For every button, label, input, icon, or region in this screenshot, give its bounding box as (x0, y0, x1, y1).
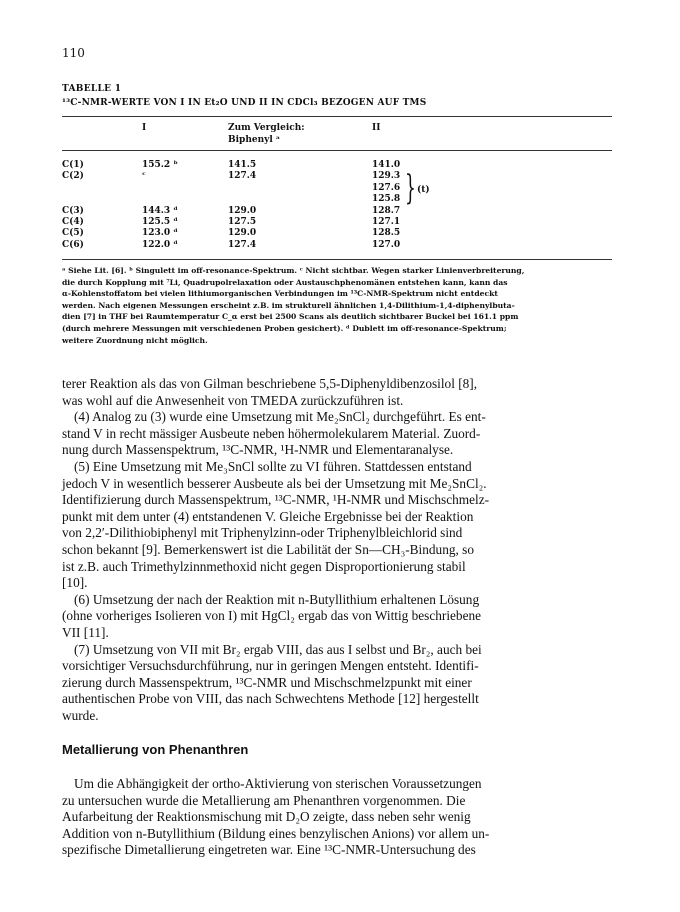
text-line: von 2,2′-Dilithiobiphenyl mit Triphenylzinn-oder Triphenylbleichlorid sind (62, 525, 463, 541)
footnote-line: α-Kohlenstoffatom bei vielen lithiumorganischen Verbindungen im ¹³C-NMR-Spektrum nicht entdeckt (62, 289, 498, 299)
text-line: [10]. (62, 575, 88, 591)
text-line: (ohne vorheriges Isolieren von I) mit HgCl₂ ergab das von Wittig beschriebene (62, 608, 482, 624)
text-line: was wohl auf die Anwesenheit von TMEDA zurückzuführen ist. (62, 392, 404, 408)
text-line: stand V in recht mässiger Ausbeute neben höhermolekularem Material. Zuord- (62, 425, 481, 441)
section-paragraph (62, 776, 618, 859)
text-line: Addition von n-Butyllithium (Bildung eines benzylischen Anions) vor allem un- (62, 825, 490, 841)
paragraph (62, 409, 618, 459)
table-cell-biphenyl: 127.4 (228, 239, 257, 250)
table-cell-label: C(2) (62, 171, 84, 182)
paragraph (62, 459, 618, 592)
text-line: (5) Eine Umsetzung mit Me₃SnCl sollte zu VI führen. Stattdessen entstand (74, 458, 472, 474)
table-cell-label: C(6) (62, 239, 84, 250)
text-line: authentischen Probe von VIII, das nach Schwechtens Methode [12] hergestellt (62, 691, 479, 707)
table-header-biphenyl-line2: Biphenyl ᵃ (228, 135, 281, 145)
table-header-ii: II (372, 123, 381, 133)
table-cell-label: C(1) (62, 160, 84, 170)
table-cell-biphenyl: 129.0 (228, 228, 257, 239)
table-cell-ii: 127.6 (372, 182, 401, 193)
text-line: ist z.B. auch Trimethylzinnmethoxid nicht gegen Disproportionierung stabil (62, 558, 466, 574)
table-cell-label: C(5) (62, 228, 84, 239)
table-label: TABELLE 1 (62, 84, 122, 94)
text-line: punkt mit dem unter (4) entstandenen V. Gleiche Ergebnisse bei der Reaktion (62, 508, 474, 524)
text-line: (4) Analog zu (3) wurde eine Umsetzung mit Me₂SnCl₂ durchgeführt. Es ent- (74, 409, 486, 425)
table-cell-ii: 125.8 (372, 194, 401, 205)
table-cell-i: 144.3 ᵈ (142, 205, 178, 216)
text-line: terer Reaktion als das von Gilman beschriebene 5,5-Diphenyldibenzosilol [8], (62, 376, 478, 391)
paragraph (62, 642, 618, 725)
table-cell-biphenyl: 129.0 (228, 205, 257, 216)
footnote-line: die durch Kopplung mit ⁷Li, Quadrupolrelaxation oder Austauschphenomänen entstehen kann, kann das (62, 277, 508, 287)
footnote-line: werden. Nach eigenen Messungen erscheint z.B. im strukturell ähnlichen 1,4-Dilithium-1,4-diphenylbuta- (62, 300, 515, 310)
text-line: Identifizierung durch Massenspektrum, ¹³C-NMR, ¹H-NMR und Mischschmelz- (62, 492, 490, 508)
table-cell-biphenyl: 141.5 (228, 160, 257, 170)
table-cell-ii: 128.7 (372, 205, 401, 216)
table-cell-i: 122.0 ᵈ (142, 239, 178, 250)
footnote-line: dien [7] in THF bei Raumtemperatur C_α erst bei 2500 Scans als deutlich sichtbarer Buckel bei 161.1 ppm (62, 312, 519, 322)
table-footnotes (62, 265, 612, 346)
paragraph (62, 592, 618, 642)
table-cell-ii: 129.3 (372, 171, 401, 182)
table-bottom-rule (62, 259, 612, 260)
text-line: nung durch Massenspektrum, ¹³C-NMR, ¹H-NMR und Elementaranalyse. (62, 442, 454, 458)
text-line: zu untersuchen wurde die Metallierung am Phenanthren vorgenommen. Die (62, 792, 466, 808)
text-line: schon bekannt [9]. Bemerkenswert ist die Labilität der Sn—CH₃-Bindung, so (62, 541, 474, 557)
table-cell-i: 155.2 ᵇ (142, 160, 178, 170)
brace-symbol: } (405, 168, 416, 208)
text-line: wurde. (62, 707, 99, 723)
body-text (62, 376, 618, 724)
text-line: spezifische Dimetallierung eingetreten war. Eine ¹³C-NMR-Untersuchung des (62, 842, 476, 858)
footnote-line: (durch mehrere Messungen mit verschiedenen Proben gesichert). ᵈ Dublett im off-resonance-Spektrum; (62, 323, 507, 333)
paragraph (62, 376, 618, 409)
table-cell-biphenyl: 127.5 (228, 217, 257, 227)
table-cell-biphenyl: 127.4 (228, 171, 257, 182)
table-cell-i: 125.5 ᵈ (142, 217, 178, 227)
footnote-line: ᵃ Siehe Lit. [6]. ᵇ Singulett im off-resonance-Spektrum. ᶜ Nicht sichtbar. Wegen starker Linienverbreiterung, (62, 266, 525, 275)
table-cell-ii: 127.1 (372, 217, 401, 227)
text-line: vorsichtiger Versuchsdurchführung, nur in geringen Mengen entsteht. Identifi- (62, 658, 479, 674)
text-line: (6) Umsetzung der nach der Reaktion mit n-Butyllithium erhaltenen Lösung (74, 591, 480, 607)
table-top-rule (62, 116, 612, 117)
text-line: VII [11]. (62, 624, 109, 640)
section-heading: Metallierung von Phenanthren (62, 742, 249, 757)
table-cell-i: 123.0 ᵈ (142, 228, 178, 239)
table-header-rule (62, 150, 612, 151)
table-cell-label: C(4) (62, 217, 84, 227)
table-cell-ii: 127.0 (372, 239, 401, 250)
text-line: Aufarbeitung der Reaktionsmischung mit D₂O zeigte, dass neben sehr wenig (62, 809, 471, 825)
table-caption: ¹³C-NMR-WERTE VON I IN Et₂O UND II IN CDCl₃ BEZOGEN AUF TMS (62, 98, 427, 108)
table-header-i: I (142, 123, 147, 133)
table-cell-i: ᶜ (142, 171, 146, 182)
table-cell-label: C(3) (62, 205, 84, 216)
table-cell-ii: 141.0 (372, 160, 401, 170)
text-line: jedoch V in wesentlich besserer Ausbeute als bei der Umsetzung mit Me₂SnCl₂. (62, 475, 487, 491)
text-line: (7) Umsetzung von VII mit Br₂ ergab VIII, das aus I selbst und Br₂, auch bei (74, 641, 482, 657)
triplet-note: (t) (417, 185, 430, 195)
page-number: 110 (62, 46, 85, 60)
text-line: zierung durch Massenspektrum, ¹³C-NMR und Mischschmelzpunkt mit einer (62, 674, 472, 690)
footnote-line: weitere Zuordnung nicht möglich. (62, 335, 208, 345)
table-cell-ii: 128.5 (372, 228, 401, 239)
text-line: Um die Abhängigkeit der ortho-Aktivierung von sterischen Voraussetzungen (74, 776, 482, 791)
table-header-biphenyl-line1: Zum Vergleich: (228, 123, 305, 133)
